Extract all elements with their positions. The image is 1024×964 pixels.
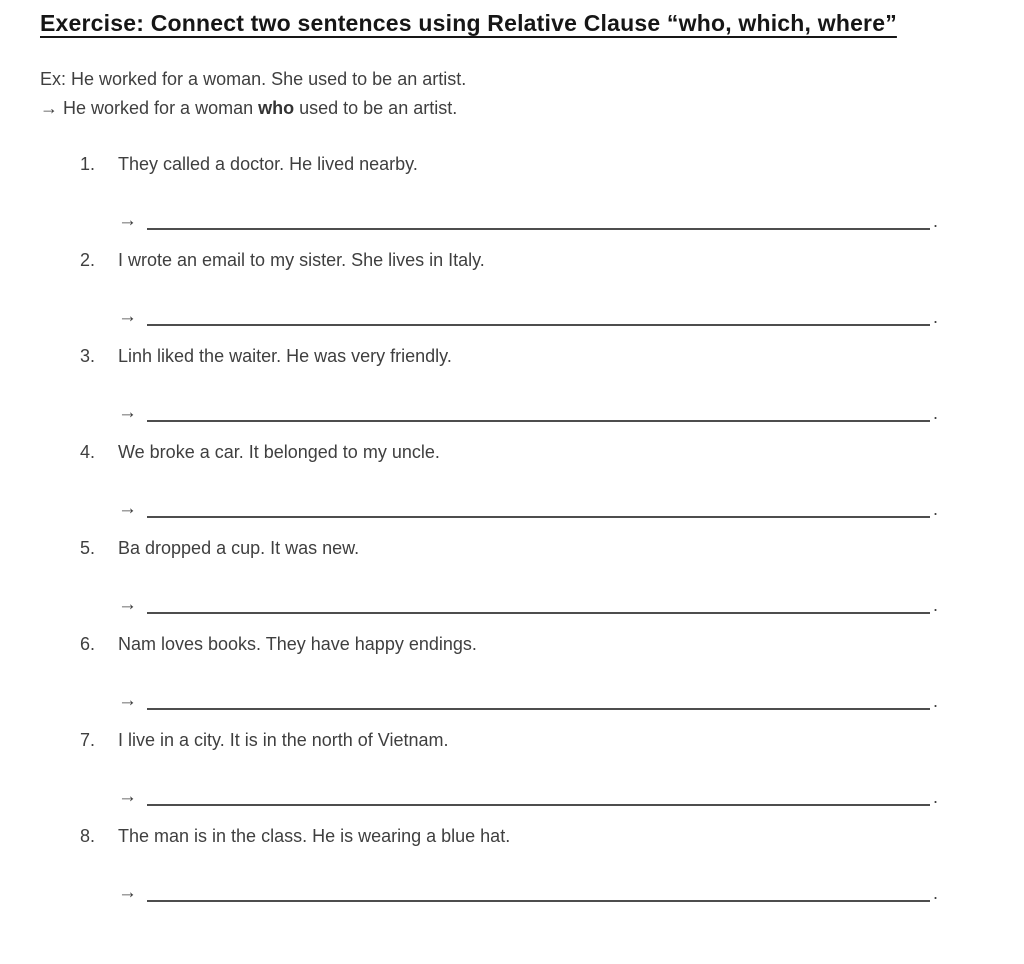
arrow-icon: →: [118, 882, 137, 903]
list-item: [80, 536, 1024, 618]
answer-row: [118, 688, 938, 714]
answer-blank[interactable]: [147, 306, 930, 326]
item-sentence: I wrote an email to my sister. She lives in Italy.: [118, 250, 485, 270]
example-sentence: [40, 65, 1024, 94]
item-number: 2.: [80, 250, 96, 270]
item-sentence-row: [80, 632, 1024, 657]
list-item: [80, 344, 1024, 426]
answer-blank[interactable]: [147, 498, 930, 518]
item-number: 4.: [80, 442, 96, 462]
answer-period: .: [932, 403, 938, 423]
example-answer-suffix: used to be an artist.: [294, 98, 458, 118]
item-sentence: Nam loves books. They have happy endings.: [118, 634, 477, 654]
item-sentence-row: [80, 248, 1024, 273]
item-number: 7.: [80, 730, 96, 750]
answer-period: .: [932, 595, 938, 615]
answer-blank[interactable]: [147, 690, 930, 710]
list-item: [80, 152, 1024, 234]
item-sentence-row: [80, 728, 1024, 753]
item-sentence-row: [80, 536, 1024, 561]
item-sentence: Ba dropped a cup. It was new.: [118, 538, 360, 558]
item-sentence: We broke a car. It belonged to my uncle.: [118, 442, 440, 462]
item-number: 3.: [80, 346, 96, 366]
arrow-icon: →: [118, 210, 137, 231]
example-answer: [40, 94, 1024, 123]
answer-row: [118, 784, 938, 810]
answer-row: [118, 496, 938, 522]
answer-row: [118, 592, 938, 618]
answer-blank[interactable]: [147, 882, 930, 902]
answer-blank[interactable]: [147, 210, 930, 230]
item-number: 8.: [80, 826, 96, 846]
item-sentence-row: [80, 440, 1024, 465]
item-sentence-row: [80, 344, 1024, 369]
arrow-icon: →: [118, 402, 137, 423]
answer-row: [118, 880, 938, 906]
list-item: [80, 248, 1024, 330]
answer-period: .: [932, 499, 938, 519]
answer-blank[interactable]: [147, 594, 930, 614]
answer-period: .: [932, 883, 938, 903]
answer-row: [118, 400, 938, 426]
answer-row: [118, 304, 938, 330]
answer-period: .: [932, 307, 938, 327]
answer-period: .: [932, 691, 938, 711]
list-item: [80, 824, 1024, 906]
answer-period: .: [932, 211, 938, 231]
arrow-icon: →: [118, 498, 137, 519]
item-number: 6.: [80, 634, 96, 654]
example-block: [40, 65, 1024, 123]
answer-blank[interactable]: [147, 786, 930, 806]
arrow-icon: →: [118, 594, 137, 615]
arrow-icon: →: [118, 306, 137, 327]
example-answer-prefix: He worked for a woman: [63, 98, 259, 118]
item-sentence-row: [80, 824, 1024, 849]
example-sentence-text: Ex: He worked for a woman. She used to be an artist.: [40, 69, 467, 89]
list-item: [80, 728, 1024, 810]
relative-pronoun: who: [258, 98, 295, 118]
exercise-list: [40, 152, 1024, 906]
item-sentence: Linh liked the waiter. He was very friendly.: [118, 346, 452, 366]
item-sentence: I live in a city. It is in the north of Vietnam.: [118, 730, 449, 750]
item-sentence-row: [80, 152, 1024, 177]
item-sentence: They called a doctor. He lived nearby.: [118, 154, 418, 174]
item-number: 1.: [80, 154, 96, 174]
answer-period: .: [932, 787, 938, 807]
arrow-icon: →: [118, 786, 137, 807]
list-item: [80, 440, 1024, 522]
arrow-icon: →: [40, 98, 64, 118]
answer-row: [118, 208, 938, 234]
answer-blank[interactable]: [147, 402, 930, 422]
item-number: 5.: [80, 538, 96, 558]
list-item: [80, 632, 1024, 714]
page-title: Exercise: Connect two sentences using Relative Clause “who, which, where”: [40, 10, 897, 36]
item-sentence: The man is in the class. He is wearing a blue hat.: [118, 826, 511, 846]
arrow-icon: →: [118, 690, 137, 711]
